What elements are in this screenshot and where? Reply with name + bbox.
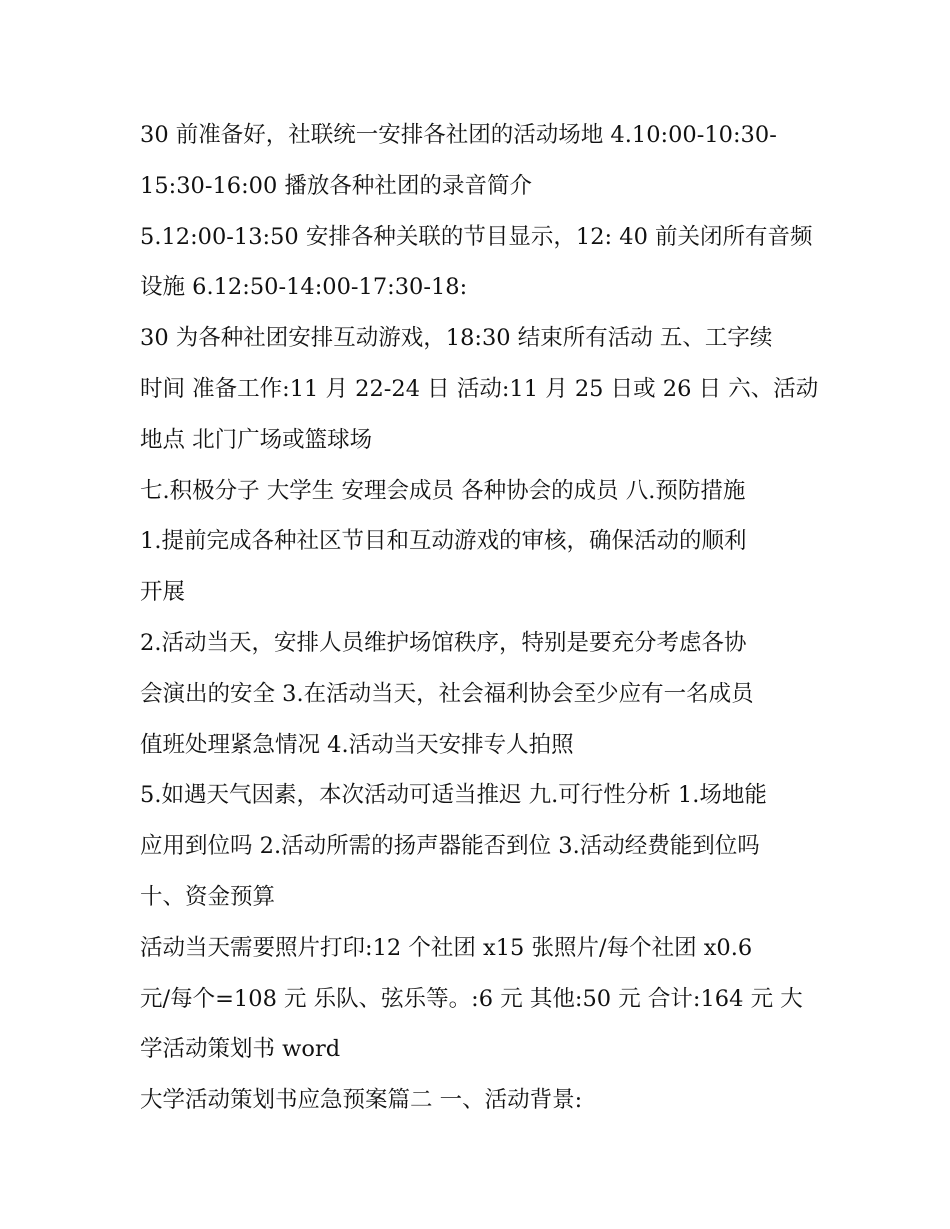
text-line: 1.提前完成各种社区节目和互动游戏的审核，确保活动的顺利	[140, 528, 747, 555]
text-line: 5.12:00-13:50 安排各种关联的节目显示，12: 40 前关闭所有音频	[140, 223, 813, 250]
text-line: 开展	[140, 579, 186, 606]
text-line: 5.如遇天气因素，本次活动可适当推迟 九.可行性分析 1.场地能	[140, 782, 767, 809]
text-line: 2.活动当天，安排人员维护场馆秩序，特别是要充分考虑各协	[140, 629, 747, 656]
text-line: 设施 6.12:50-14:00-17:30-18:	[140, 274, 468, 301]
text-line: 大学活动策划书应急预案篇二 一、活动背景:	[140, 1087, 583, 1114]
text-line: 会演出的安全 3.在活动当天，社会福利协会至少应有一名成员	[140, 680, 754, 707]
text-line: 应用到位吗 2.活动所需的扬声器能否到位 3.活动经费能到位吗	[140, 833, 760, 860]
text-line: 七.积极分子 大学生 安理会成员 各种协会的成员 八.预防措施	[140, 477, 746, 504]
text-line: 活动当天需要照片打印:12 个社团 x15 张照片/每个社团 x0.6	[140, 934, 753, 961]
text-line: 学活动策划书 word	[140, 1036, 341, 1063]
text-line: 元/每个=108 元 乐队、弦乐等。:6 元 其他:50 元 合计:164 元 大	[140, 985, 803, 1012]
text-line: 十、资金预算	[140, 883, 276, 910]
text-line: 地点 北门广场或篮球场	[140, 426, 373, 453]
document-body	[140, 110, 820, 1126]
text-line: 30 前准备好，社联统一安排各社团的活动场地 4.10:00-10:30-	[140, 122, 777, 148]
text-line: 时间 准备工作:11 月 22-24 日 活动:11 月 25 日或 26 日 六、活动	[140, 375, 819, 402]
text-line: 值班处理紧急情况 4.活动当天安排专人拍照	[140, 731, 574, 758]
text-line: 15:30-16:00 播放各种社团的录音简介	[140, 172, 532, 199]
text-line: 30 为各种社团安排互动游戏，18:30 结束所有活动 五、工字续	[140, 325, 773, 352]
